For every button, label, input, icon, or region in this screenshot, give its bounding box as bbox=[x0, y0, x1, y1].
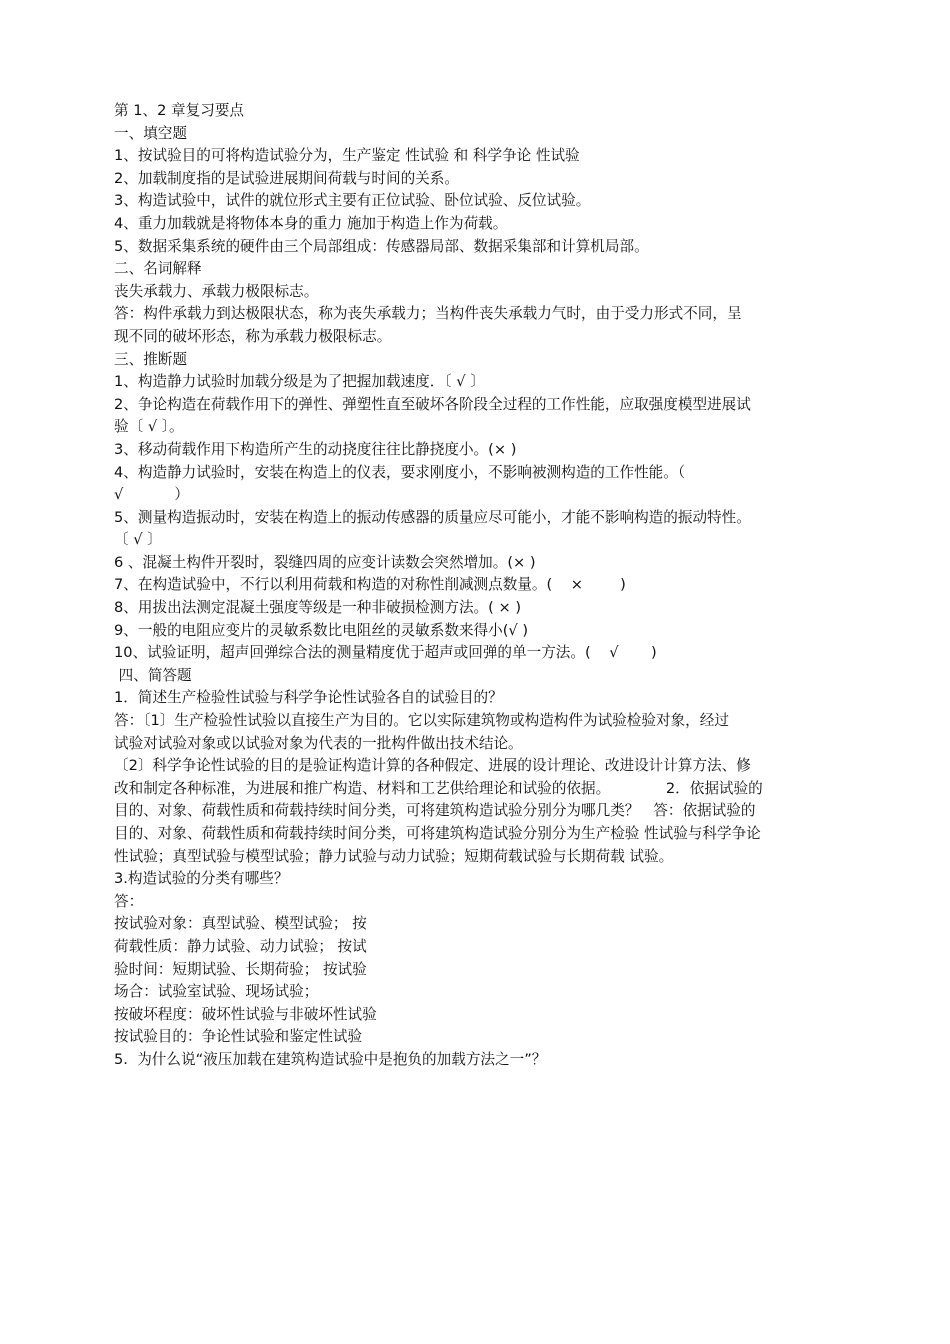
terms-answer-line: 现不同的破坏形态，称为承载力极限标志。 bbox=[114, 327, 392, 345]
short-answer-line: 〔2〕科学争论性试验的目的是验证构造计算的各种假定、进展的设计理论、改进设计计算方法、修 bbox=[114, 757, 751, 775]
short-answer-line: 目的、对象、荷载性质和荷载持续时间分类，可将建筑构造试验分别分为生产检验 性试验与科学争论 bbox=[114, 825, 761, 842]
short-answer-line: 按试验对象：真型试验、模型试验； 按 bbox=[114, 915, 367, 933]
judge-item: 4、构造静力试验时，安装在构造上的仪表，要求刚度小，不影响被测构造的工作性能。（ bbox=[114, 463, 686, 481]
judge-item: √ ） bbox=[114, 486, 189, 504]
judge-item: 1、构造静力试验时加载分级是为了把握加载速度．〔 √ 〕 bbox=[114, 373, 485, 391]
short-answer-line: 按试验目的：争论性试验和鉴定性试验 bbox=[114, 1028, 363, 1046]
judge-item: 6 、混凝土构件开裂时，裂缝四周的应变计读数会突然增加。(× ) bbox=[114, 553, 536, 571]
fill-blank-item: 1、按试验目的可将构造试验分为，生产鉴定 性试验 和 科学争论 性试验 bbox=[114, 147, 580, 165]
short-answer-line: 1．简述生产检验性试验与科学争论性试验各自的试验目的？ bbox=[114, 689, 503, 707]
terms-question: 丧失承载力、承载力极限标志。 bbox=[114, 282, 319, 300]
document-title: 第 1、2 章复习要点 bbox=[114, 102, 245, 119]
judge-item: 验〔 √ 〕。 bbox=[114, 418, 184, 436]
short-answer-line: 试验对试验对象或以试验对象为代表的一批构件做出技术结论。 bbox=[114, 734, 523, 752]
fill-blank-item: 3、构造试验中，试件的就位形式主要有正位试验、卧位试验、反位试验。 bbox=[114, 192, 591, 210]
section-heading-short: 四、简答题 bbox=[114, 666, 192, 684]
short-answer-line: 按破坏程度：破坏性试验与非破坏性试验 bbox=[114, 1005, 377, 1023]
short-answer-line: 改和制定各种标准，为进展和推广构造、材料和工艺供给理论和试验的依据。 2．依据试验的 bbox=[114, 779, 763, 797]
section-heading-terms: 二、名词解释 bbox=[114, 260, 202, 278]
judge-item: 8、用拔出法测定混凝土强度等级是一种非破损检测方法。( × ) bbox=[114, 599, 522, 617]
judge-item: 2、争论构造在荷载作用下的弹性、弹塑性直至破坏各阶段全过程的工作性能，应取强度模型进展试 bbox=[114, 395, 751, 413]
judge-item: 9、一般的电阻应变片的灵敏系数比电阻丝的灵敏系数来得小(√ ) bbox=[114, 621, 529, 639]
short-answer-line: 答： bbox=[114, 892, 144, 910]
section-heading-judge: 三、推断题 bbox=[114, 350, 187, 368]
short-answer-line: 验时间：短期试验、长期荷验； 按试验 bbox=[114, 960, 367, 978]
short-answer-line: 性试验；真型试验与模型试验；静力试验与动力试验；短期荷载试验与长期荷载 试验。 bbox=[114, 847, 674, 865]
judge-item: 10、试验证明，超声回弹综合法的测量精度优于超声或回弹的单一方法。( √ ) bbox=[114, 644, 657, 662]
short-answer-line: 答：〔1〕生产检验性试验以直接生产为目的。它以实际建筑物或构造构件为试验检验对象，经过 bbox=[114, 712, 729, 730]
judge-item: 7、在构造试验中，不行以利用荷载和构造的对称性削减测点数量。( × ) bbox=[114, 576, 626, 594]
judge-item: 5、测量构造振动时，安装在构造上的振动传感器的质量应尽可能小，才能不影响构造的振动特性。 bbox=[114, 508, 751, 526]
fill-blank-item: 2、加载制度指的是试验进展期间荷载与时间的关系。 bbox=[114, 169, 459, 187]
section-heading-fill-blank: 一、填空题 bbox=[114, 124, 187, 142]
fill-blank-item: 4、重力加载就是将物体本身的重力 施加于构造上作为荷载。 bbox=[114, 214, 508, 232]
terms-answer-line: 答：构件承载力到达极限状态，称为丧失承载力；当构件丧失承载力气时，由于受力形式不同，呈 bbox=[114, 305, 742, 323]
short-answer-line: 目的、对象、荷载性质和荷载持续时间分类，可将建筑构造试验分别分为哪几类？ 答：依据试验的 bbox=[114, 802, 756, 820]
short-answer-line: 5. 为什么说“液压加载在建筑构造试验中是抱负的加载方法之一”？ bbox=[114, 1050, 547, 1068]
document-body bbox=[114, 100, 850, 1072]
short-answer-line: 场合：试验室试验、现场试验； bbox=[114, 983, 319, 1001]
short-answer-line: 荷载性质：静力试验、动力试验； 按试 bbox=[114, 937, 367, 955]
short-answer-line: 3.构造试验的分类有哪些？ bbox=[114, 870, 289, 888]
judge-item: 〔 √ 〕 bbox=[114, 531, 162, 549]
fill-blank-item: 5、数据采集系统的硬件由三个局部组成：传感器局部、数据采集部和计算机局部。 bbox=[114, 237, 649, 255]
judge-item: 3、移动荷载作用下构造所产生的动挠度往往比静挠度小。(× ) bbox=[114, 440, 517, 458]
